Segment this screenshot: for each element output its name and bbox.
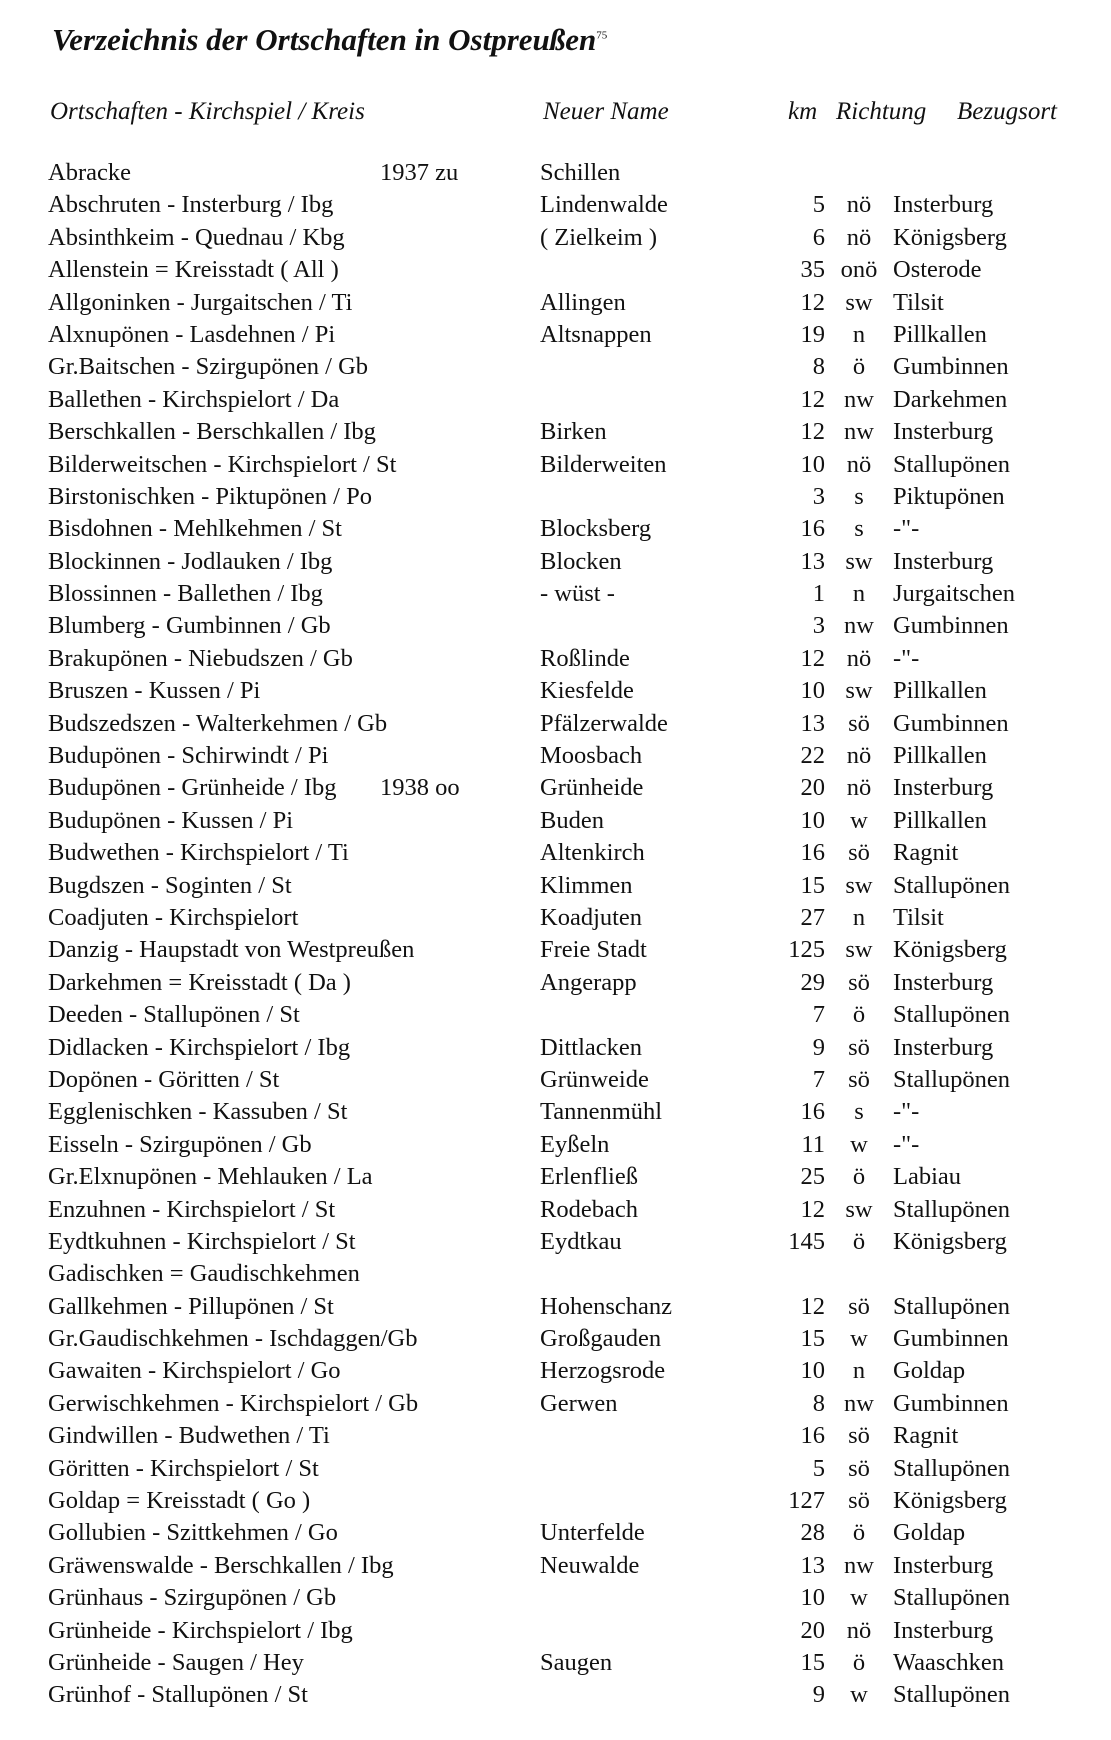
place-name: Eisseln - Szirgupönen / Gb bbox=[48, 1130, 312, 1158]
direction: nö bbox=[846, 223, 872, 251]
direction: sö bbox=[848, 1487, 870, 1515]
reference-place: Pillkallen bbox=[893, 320, 987, 348]
place-name: Eydtkuhnen - Kirchspielort / St bbox=[48, 1227, 356, 1255]
header-neuer-name: Neuer Name bbox=[543, 98, 669, 125]
place-name: Abracke bbox=[48, 159, 131, 186]
place-name: Gallkehmen - Pillupönen / St bbox=[48, 1292, 334, 1320]
table-row bbox=[0, 1455, 1111, 1487]
distance-km: 6 bbox=[812, 223, 825, 251]
table-row bbox=[0, 936, 1111, 968]
reference-place: Insterburg bbox=[893, 1616, 994, 1644]
new-name: Neuwalde bbox=[540, 1551, 640, 1579]
direction: ö bbox=[852, 1163, 866, 1191]
reference-place: Stallupönen bbox=[893, 1584, 1011, 1612]
distance-km: 15 bbox=[800, 1648, 825, 1676]
direction: sw bbox=[845, 936, 873, 964]
table-row bbox=[0, 353, 1111, 385]
distance-km: 10 bbox=[800, 806, 825, 834]
new-name: Grünweide bbox=[540, 1065, 649, 1093]
table-row bbox=[0, 289, 1111, 321]
direction: w bbox=[850, 806, 868, 834]
place-name: Blockinnen - Jodlauken / Ibg bbox=[48, 547, 333, 575]
new-name: Allingen bbox=[540, 288, 626, 316]
reference-place: -"- bbox=[893, 1130, 920, 1158]
direction: w bbox=[850, 1130, 868, 1158]
distance-km: 145 bbox=[788, 1227, 825, 1255]
place-name: Ballethen - Kirchspielort / Da bbox=[48, 385, 340, 413]
table-row bbox=[0, 1519, 1111, 1551]
reference-place: Insterburg bbox=[893, 547, 994, 575]
place-name: Berschkallen - Berschkallen / Ibg bbox=[48, 418, 376, 446]
reference-place: Stallupönen bbox=[893, 1065, 1011, 1093]
reference-place: Insterburg bbox=[893, 191, 994, 219]
place-name: Bugdszen - Soginten / St bbox=[48, 871, 292, 899]
header-ortschaften: Ortschaften - Kirchspiel / Kreis bbox=[50, 98, 365, 125]
distance-km: 11 bbox=[801, 1130, 825, 1158]
table-row bbox=[0, 710, 1111, 742]
reference-place: Tilsit bbox=[893, 288, 944, 316]
table-row bbox=[0, 677, 1111, 709]
direction: ö bbox=[852, 1648, 866, 1676]
table-row bbox=[0, 742, 1111, 774]
distance-km: 5 bbox=[812, 191, 825, 219]
new-name: Roßlinde bbox=[540, 644, 630, 672]
new-name: Klimmen bbox=[540, 871, 633, 899]
table-row bbox=[0, 904, 1111, 936]
new-name: Kiesfelde bbox=[540, 677, 634, 705]
distance-km: 10 bbox=[800, 450, 825, 478]
reference-place: Königsberg bbox=[893, 1227, 1007, 1255]
reference-place: Insterburg bbox=[893, 774, 994, 802]
distance-km: 16 bbox=[800, 1098, 825, 1126]
table-row bbox=[0, 645, 1111, 677]
place-name: Alxnupönen - Lasdehnen / Pi bbox=[48, 320, 336, 348]
reference-place: Stallupönen bbox=[893, 1292, 1011, 1320]
table-row bbox=[0, 1552, 1111, 1584]
table-row bbox=[0, 1357, 1111, 1389]
distance-km: 16 bbox=[800, 1422, 825, 1450]
place-name: Gr.Gaudischkehmen - Ischdaggen/Gb bbox=[48, 1325, 418, 1353]
distance-km: 9 bbox=[812, 1033, 825, 1061]
table-row bbox=[0, 548, 1111, 580]
new-name: Pfälzerwalde bbox=[540, 709, 668, 737]
distance-km: 15 bbox=[800, 1325, 825, 1353]
reference-place: Tilsit bbox=[893, 903, 944, 931]
table-row bbox=[0, 256, 1111, 288]
direction: nö bbox=[846, 450, 872, 478]
distance-km: 10 bbox=[800, 1584, 825, 1612]
reference-place: Stallupönen bbox=[893, 1681, 1011, 1709]
place-name: Budwethen - Kirchspielort / Ti bbox=[48, 839, 349, 867]
table-row bbox=[0, 1390, 1111, 1422]
reference-place: Stallupönen bbox=[893, 1195, 1011, 1223]
table-row bbox=[0, 612, 1111, 644]
place-name: Gerwischkehmen - Kirchspielort / Gb bbox=[48, 1389, 419, 1417]
place-name: Danzig - Haupstadt von Westpreußen bbox=[48, 936, 415, 964]
reference-place: Insterburg bbox=[893, 1551, 994, 1579]
new-name: Unterfelde bbox=[540, 1519, 645, 1547]
table-row bbox=[0, 1260, 1111, 1292]
distance-km: 125 bbox=[788, 936, 825, 964]
table-row bbox=[0, 1196, 1111, 1228]
place-name: Darkehmen = Kreisstadt ( Da ) bbox=[48, 968, 351, 996]
place-name: Gindwillen - Budwethen / Ti bbox=[48, 1422, 330, 1450]
direction: nö bbox=[846, 774, 872, 802]
new-name: Rodebach bbox=[540, 1195, 638, 1223]
direction: sw bbox=[845, 677, 873, 705]
new-name: Birken bbox=[540, 418, 607, 446]
reference-place: Pillkallen bbox=[893, 806, 987, 834]
direction: n bbox=[852, 580, 866, 608]
distance-km: 12 bbox=[800, 644, 825, 672]
reference-place: Stallupönen bbox=[893, 871, 1011, 899]
place-name: Dopönen - Göritten / St bbox=[48, 1065, 280, 1093]
new-name: Herzogsrode bbox=[540, 1357, 666, 1385]
reference-place: Insterburg bbox=[893, 968, 994, 996]
table-row bbox=[0, 224, 1111, 256]
table-row bbox=[0, 1487, 1111, 1519]
distance-km: 12 bbox=[800, 288, 825, 316]
direction: nw bbox=[844, 418, 874, 446]
direction: ö bbox=[852, 1227, 866, 1255]
table-row bbox=[0, 483, 1111, 515]
new-name: Blocken bbox=[540, 547, 622, 575]
place-name: Absinthkeim - Quednau / Kbg bbox=[48, 223, 345, 251]
new-name: Angerapp bbox=[540, 968, 637, 996]
table-row bbox=[0, 969, 1111, 1001]
distance-km: 29 bbox=[800, 968, 825, 996]
reference-place: Königsberg bbox=[893, 223, 1007, 251]
new-name: Buden bbox=[540, 806, 604, 834]
distance-km: 10 bbox=[800, 1357, 825, 1385]
distance-km: 8 bbox=[812, 1389, 825, 1417]
distance-km: 27 bbox=[800, 903, 825, 931]
table-row bbox=[0, 1131, 1111, 1163]
reference-place: -"- bbox=[893, 1098, 920, 1126]
place-name: Gr.Baitschen - Szirgupönen / Gb bbox=[48, 353, 369, 381]
distance-km: 28 bbox=[800, 1519, 825, 1547]
table-row bbox=[0, 515, 1111, 547]
place-name: Abschruten - Insterburg / Ibg bbox=[48, 191, 334, 219]
distance-km: 5 bbox=[812, 1454, 825, 1482]
reference-place: Pillkallen bbox=[893, 677, 987, 705]
reference-place: Goldap bbox=[893, 1519, 966, 1547]
place-name: Budupönen - Schirwindt / Pi bbox=[48, 742, 329, 770]
direction: s bbox=[854, 482, 864, 510]
reference-place: Ragnit bbox=[893, 839, 959, 867]
reference-place: Gumbinnen bbox=[893, 612, 1009, 640]
place-name: Grünheide - Kirchspielort / Ibg bbox=[48, 1616, 353, 1644]
table-row bbox=[0, 451, 1111, 483]
direction: nw bbox=[844, 612, 874, 640]
table-row bbox=[0, 839, 1111, 871]
new-name: Erlenfließ bbox=[540, 1163, 638, 1191]
reference-place: Osterode bbox=[893, 256, 982, 284]
new-name: Grünheide bbox=[540, 774, 644, 802]
place-name: Enzuhnen - Kirchspielort / St bbox=[48, 1195, 336, 1223]
table-row bbox=[0, 1293, 1111, 1325]
new-name: Lindenwalde bbox=[540, 191, 668, 219]
distance-km: 3 bbox=[812, 482, 825, 510]
place-name: Gollubien - Szittkehmen / Go bbox=[48, 1519, 338, 1547]
distance-km: 20 bbox=[800, 1616, 825, 1644]
direction: sö bbox=[848, 839, 870, 867]
place-name: Grünhaus - Szirgupönen / Gb bbox=[48, 1584, 337, 1612]
direction: sw bbox=[845, 288, 873, 316]
place-name: Goldap = Kreisstadt ( Go ) bbox=[48, 1487, 311, 1515]
table-row bbox=[0, 1066, 1111, 1098]
direction: w bbox=[850, 1584, 868, 1612]
distance-km: 13 bbox=[800, 709, 825, 737]
distance-km: 25 bbox=[800, 1163, 825, 1191]
place-name: Budupönen - Kussen / Pi bbox=[48, 806, 293, 834]
distance-km: 22 bbox=[800, 742, 825, 770]
new-name: Bilderweiten bbox=[540, 450, 667, 478]
direction: nö bbox=[846, 1616, 872, 1644]
direction: sö bbox=[848, 968, 870, 996]
reference-place: Gumbinnen bbox=[893, 1325, 1009, 1353]
place-name: Grünheide - Saugen / Hey bbox=[48, 1648, 304, 1676]
table-row bbox=[0, 872, 1111, 904]
table-row bbox=[0, 1584, 1111, 1616]
reference-place: Stallupönen bbox=[893, 1454, 1011, 1482]
table-row bbox=[0, 386, 1111, 418]
rename-year: 1937 zu bbox=[380, 159, 459, 186]
reference-place: Ragnit bbox=[893, 1422, 959, 1450]
reference-place: Jurgaitschen bbox=[893, 580, 1016, 608]
place-name: Gawaiten - Kirchspielort / Go bbox=[48, 1357, 341, 1385]
direction: n bbox=[852, 320, 866, 348]
header-richtung: Richtung bbox=[836, 98, 927, 125]
place-name: Blumberg - Gumbinnen / Gb bbox=[48, 612, 331, 640]
header-bezugsort: Bezugsort bbox=[957, 98, 1057, 125]
table-row bbox=[0, 191, 1111, 223]
place-name: Budupönen - Grünheide / Ibg bbox=[48, 774, 337, 802]
reference-place: Darkehmen bbox=[893, 385, 1008, 413]
place-name: Brakupönen - Niebudszen / Gb bbox=[48, 644, 353, 672]
place-name: Gräwenswalde - Berschkallen / Ibg bbox=[48, 1551, 394, 1579]
direction: sö bbox=[848, 709, 870, 737]
place-name: Egglenischken - Kassuben / St bbox=[48, 1098, 348, 1126]
table-row bbox=[0, 1001, 1111, 1033]
place-name: Göritten - Kirchspielort / St bbox=[48, 1454, 319, 1482]
distance-km: 3 bbox=[812, 612, 825, 640]
direction: n bbox=[852, 1357, 866, 1385]
header-km: km bbox=[788, 98, 818, 125]
direction: sö bbox=[848, 1454, 870, 1482]
table-row bbox=[0, 580, 1111, 612]
reference-place: Goldap bbox=[893, 1357, 966, 1385]
direction: nö bbox=[846, 742, 872, 770]
table-row bbox=[0, 1163, 1111, 1195]
direction: nö bbox=[846, 191, 872, 219]
new-name: Hohenschanz bbox=[540, 1292, 672, 1320]
direction: w bbox=[850, 1325, 868, 1353]
direction: sö bbox=[848, 1033, 870, 1061]
distance-km: 7 bbox=[812, 1065, 825, 1093]
direction: sö bbox=[848, 1292, 870, 1320]
table-row bbox=[0, 321, 1111, 353]
new-name: Großgauden bbox=[540, 1325, 662, 1353]
new-name: Blocksberg bbox=[540, 515, 652, 543]
distance-km: 13 bbox=[800, 547, 825, 575]
new-name: Koadjuten bbox=[540, 903, 643, 931]
reference-place: Pillkallen bbox=[893, 742, 987, 770]
distance-km: 16 bbox=[800, 839, 825, 867]
new-name: Eyßeln bbox=[540, 1130, 610, 1158]
reference-place: Stallupönen bbox=[893, 450, 1011, 478]
new-name: Moosbach bbox=[540, 742, 643, 770]
table-row bbox=[0, 807, 1111, 839]
new-name: Saugen bbox=[540, 1648, 613, 1676]
table-row bbox=[0, 774, 1111, 806]
reference-place: Insterburg bbox=[893, 418, 994, 446]
distance-km: 13 bbox=[800, 1551, 825, 1579]
title-footnote: 75 bbox=[596, 29, 608, 42]
distance-km: 12 bbox=[800, 418, 825, 446]
place-name: Bilderweitschen - Kirchspielort / St bbox=[48, 450, 397, 478]
direction: sw bbox=[845, 871, 873, 899]
rename-year: 1938 oo bbox=[380, 774, 460, 802]
new-name: Gerwen bbox=[540, 1389, 618, 1417]
direction: ö bbox=[852, 1519, 866, 1547]
distance-km: 15 bbox=[800, 871, 825, 899]
place-name: Allgoninken - Jurgaitschen / Ti bbox=[48, 288, 353, 316]
reference-place: Gumbinnen bbox=[893, 709, 1009, 737]
distance-km: 10 bbox=[800, 677, 825, 705]
place-name: Allenstein = Kreisstadt ( All ) bbox=[48, 256, 339, 284]
direction: nw bbox=[844, 1551, 874, 1579]
page-title bbox=[52, 22, 607, 58]
place-name: Didlacken - Kirchspielort / Ibg bbox=[48, 1033, 351, 1061]
direction: w bbox=[850, 1681, 868, 1709]
table-row bbox=[0, 1649, 1111, 1681]
new-name: Altenkirch bbox=[540, 839, 645, 867]
new-name: Schillen bbox=[540, 159, 621, 186]
place-name: Coadjuten - Kirchspielort bbox=[48, 903, 299, 931]
place-name: Birstonischken - Piktupönen / Po bbox=[48, 482, 372, 510]
direction: n bbox=[852, 903, 866, 931]
direction: onö bbox=[840, 256, 878, 284]
table-row bbox=[0, 1325, 1111, 1357]
direction: sw bbox=[845, 1195, 873, 1223]
reference-place: -"- bbox=[893, 515, 920, 543]
distance-km: 16 bbox=[800, 515, 825, 543]
place-name: Grünhof - Stallupönen / St bbox=[48, 1681, 308, 1709]
direction: sw bbox=[845, 547, 873, 575]
distance-km: 19 bbox=[800, 320, 825, 348]
place-name: Bruszen - Kussen / Pi bbox=[48, 677, 261, 705]
place-name: Deeden - Stallupönen / St bbox=[48, 1001, 300, 1029]
table-row bbox=[0, 159, 1111, 191]
new-name: Freie Stadt bbox=[540, 936, 647, 964]
reference-place: Piktupönen bbox=[893, 482, 1005, 510]
distance-km: 1 bbox=[812, 580, 825, 608]
distance-km: 12 bbox=[800, 1292, 825, 1320]
direction: ö bbox=[852, 353, 866, 381]
direction: sö bbox=[848, 1065, 870, 1093]
direction: nw bbox=[844, 385, 874, 413]
new-name: ( Zielkeim ) bbox=[540, 223, 658, 251]
new-name: Altsnappen bbox=[540, 320, 652, 348]
table-row bbox=[0, 1034, 1111, 1066]
new-name: Dittlacken bbox=[540, 1033, 643, 1061]
reference-place: Königsberg bbox=[893, 936, 1007, 964]
distance-km: 12 bbox=[800, 1195, 825, 1223]
new-name: Tannenmühl bbox=[540, 1098, 663, 1126]
direction: nö bbox=[846, 644, 872, 672]
direction: nw bbox=[844, 1389, 874, 1417]
table-row bbox=[0, 418, 1111, 450]
distance-km: 12 bbox=[800, 385, 825, 413]
table-row bbox=[0, 1422, 1111, 1454]
reference-place: Waaschken bbox=[893, 1648, 1004, 1676]
table-row bbox=[0, 1228, 1111, 1260]
reference-place: Gumbinnen bbox=[893, 353, 1009, 381]
distance-km: 127 bbox=[788, 1487, 825, 1515]
place-name: Bisdohnen - Mehlkehmen / St bbox=[48, 515, 342, 543]
distance-km: 9 bbox=[812, 1681, 825, 1709]
reference-place: Labiau bbox=[893, 1163, 962, 1191]
reference-place: Stallupönen bbox=[893, 1001, 1011, 1029]
title-text: Verzeichnis der Ortschaften in Ostpreußen bbox=[52, 22, 597, 57]
reference-place: Gumbinnen bbox=[893, 1389, 1009, 1417]
reference-place: -"- bbox=[893, 644, 920, 672]
direction: s bbox=[854, 515, 864, 543]
place-list bbox=[0, 159, 1111, 1714]
direction: s bbox=[854, 1098, 864, 1126]
place-name: Budszedszen - Walterkehmen / Gb bbox=[48, 709, 388, 737]
distance-km: 8 bbox=[812, 353, 825, 381]
table-row bbox=[0, 1098, 1111, 1130]
distance-km: 35 bbox=[800, 256, 825, 284]
direction: ö bbox=[852, 1001, 866, 1029]
distance-km: 20 bbox=[800, 774, 825, 802]
distance-km: 7 bbox=[812, 1001, 825, 1029]
reference-place: Königsberg bbox=[893, 1487, 1007, 1515]
new-name: Eydtkau bbox=[540, 1227, 622, 1255]
place-name: Gr.Elxnupönen - Mehlauken / La bbox=[48, 1163, 373, 1191]
reference-place: Insterburg bbox=[893, 1033, 994, 1061]
direction: sö bbox=[848, 1422, 870, 1450]
place-name: Blossinnen - Ballethen / Ibg bbox=[48, 580, 323, 608]
place-name: Gadischken = Gaudischkehmen bbox=[48, 1260, 360, 1288]
new-name: - wüst - bbox=[540, 580, 615, 608]
table-row bbox=[0, 1681, 1111, 1713]
table-row bbox=[0, 1617, 1111, 1649]
